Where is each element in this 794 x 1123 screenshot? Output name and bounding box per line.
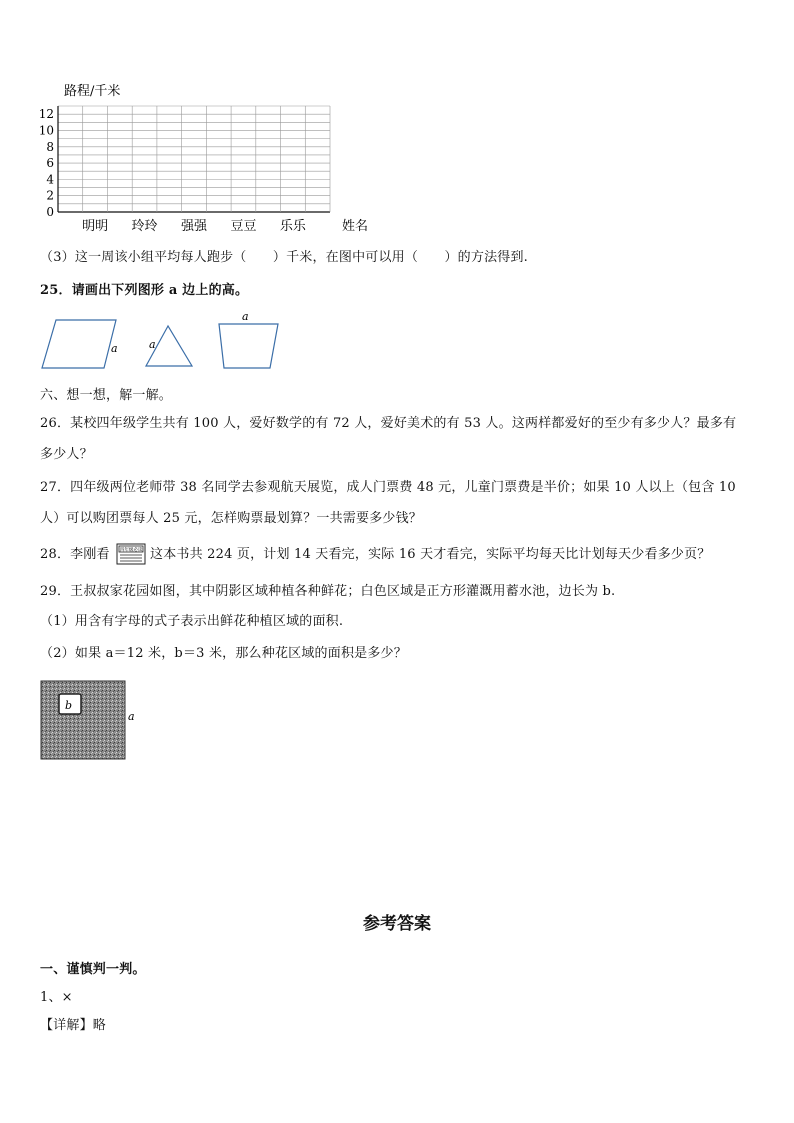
q25-text: 25．请画出下列图形 a 边上的高。 <box>40 283 249 298</box>
answer-item-1: 1、× <box>40 990 73 1005</box>
q24-part3: （3）这一周该小组平均每人跑步（ ）千米，在图中可以用（ ）的方法得到. <box>40 250 529 265</box>
q29-text: 29．王叔叔家花园如图，其中阴影区域种植各种鲜花；白色区域是正方形灌溉用蓄水池，边长为 b. <box>40 584 616 599</box>
chart-y-label: 路程/千米 <box>64 84 121 99</box>
q29-part2: （2）如果 a＝12 米，b＝3 米，那么种花区域的面积是多少？ <box>40 646 407 661</box>
triangle-label-a: a <box>149 338 156 351</box>
q26-line2: 多少人？ <box>40 447 93 462</box>
y-tick-label: 6 <box>46 156 54 171</box>
trapezoid-label-a: a <box>242 310 249 323</box>
trapezoid-shape <box>219 324 278 368</box>
x-category-label: 乐乐 <box>279 219 306 234</box>
x-category-label: 豆豆 <box>230 219 257 234</box>
y-tick-label: 0 <box>46 205 54 219</box>
x-category-label: 玲玲 <box>131 219 158 234</box>
distance-chart-svg <box>30 78 390 238</box>
chart-x-label: 姓名 <box>342 219 369 234</box>
parallelogram-shape <box>42 320 116 368</box>
chart-x-ticks <box>82 219 307 234</box>
q27-line2: 人）可以购团票每人 25 元，怎样购票最划算？一共需要多少钱？ <box>40 511 423 526</box>
book-cover-title: 四年级必读 <box>120 548 143 553</box>
chart-y-ticks <box>39 107 55 219</box>
garden-figure <box>40 680 135 760</box>
y-tick-label: 2 <box>46 188 54 203</box>
q29-part1: （1）用含有字母的式子表示出鲜花种植区域的面积. <box>40 614 344 629</box>
answers-section1: 一、谨慎判一判。 <box>40 962 146 977</box>
y-tick-label: 4 <box>46 172 54 187</box>
answer-detail: 【详解】略 <box>40 1018 107 1033</box>
y-tick-label: 12 <box>38 107 54 122</box>
q25-figures <box>36 308 296 378</box>
y-tick-label: 10 <box>38 123 54 138</box>
q28-prefix: 28．李刚看 <box>40 547 110 562</box>
answers-title: 参考答案 <box>363 914 431 934</box>
x-category-label: 明明 <box>82 219 109 234</box>
x-category-label: 强强 <box>180 219 208 234</box>
q27-line1: 27．四年级两位老师带 38 名同学去参观航天展览，成人门票费 48 元，儿童门票费是半价；如果 10 人以上（包含 10 <box>40 480 736 495</box>
q28-text: 这本书共 224 页，计划 14 天看完，实际 16 天才看完，实际平均每天比计划每天少看多少页？ <box>150 547 711 562</box>
y-tick-label: 8 <box>46 139 54 154</box>
garden-label-a: a <box>128 710 135 723</box>
distance-chart <box>30 78 390 238</box>
book-icon <box>116 543 146 565</box>
section-6-heading: 六、想一想，解一解。 <box>40 388 173 403</box>
parallelogram-label-a: a <box>111 342 118 355</box>
flower-area <box>41 681 125 759</box>
q26-line1: 26．某校四年级学生共有 100 人，爱好数学的有 72 人，爱好美术的有 53 人。这两样都爱好的至少有多少人？最多有 <box>40 416 737 431</box>
chart-grid <box>58 106 330 212</box>
garden-label-b: b <box>65 699 73 712</box>
